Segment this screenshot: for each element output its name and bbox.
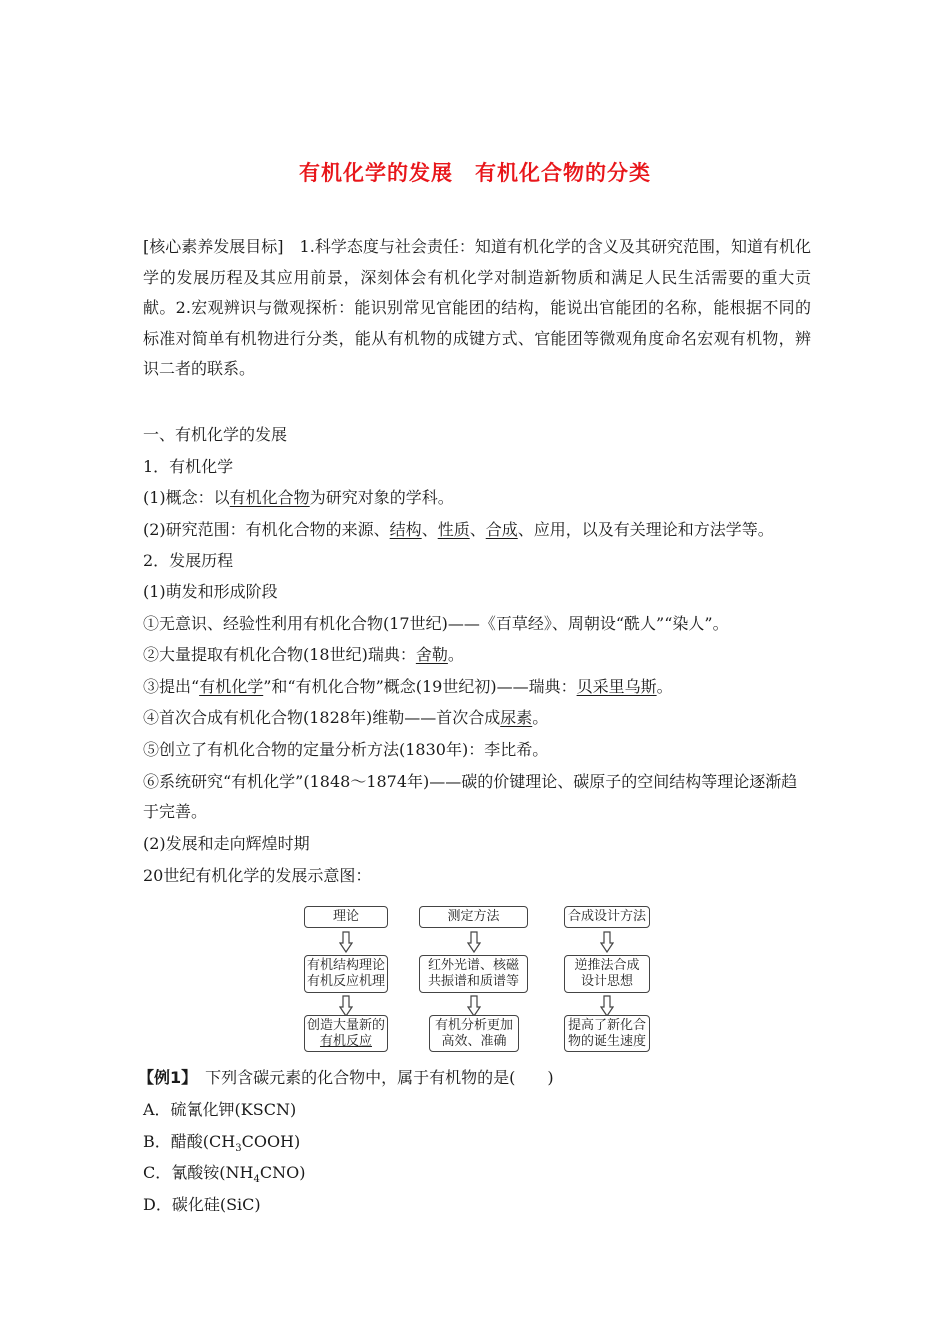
blank-answer: 贝采里乌斯 (576, 677, 657, 696)
box-text: 高效、准确 (441, 1033, 507, 1049)
diagram-box-theory (304, 906, 388, 928)
box-text: 有机反应机理 (306, 974, 385, 989)
option-text: C．氰酸铵(NH (143, 1163, 254, 1182)
diagram-box-new-reactions (304, 1015, 388, 1052)
diagram-box-methods (419, 906, 528, 928)
down-arrow-icon (600, 995, 614, 1017)
blank-answer: 合成 (485, 520, 518, 539)
subscript: 3 (235, 1143, 242, 1155)
item-text: ②大量提取有机化合物(18世纪)瑞典： (143, 645, 416, 664)
box-text: 物的诞生速度 (567, 1033, 646, 1049)
scope-sep: 、 (469, 520, 486, 539)
box-text: 提高了新化合 (567, 1017, 646, 1033)
concept-line (143, 488, 454, 508)
concept-text: (1)概念：以 (143, 488, 230, 507)
item-text: ④首次合成有机化合物(1828年)维勒——首次合成 (143, 708, 501, 727)
diagram-box-structure-theory (304, 955, 388, 993)
diagram-box-analysis (429, 1015, 519, 1052)
history-item-6: ⑥系统研究“有机化学”(1848～1874年)——碳的价键理论、碳原子的空间结构等理论逐渐趋于完善。 (143, 772, 798, 821)
blank-answer: 结构 (389, 520, 422, 539)
option-text: D．碳化硅(SiC) (143, 1195, 261, 1214)
item-text: ③提出“ (143, 677, 200, 696)
option-text-end: CNO) (259, 1163, 306, 1182)
option-a[interactable] (143, 1100, 296, 1120)
item-text-end: 。 (532, 708, 549, 727)
down-arrow-icon (467, 931, 481, 953)
box-text: 有机结构理论 (306, 958, 385, 973)
box-text: 共振谱和质谱等 (427, 974, 519, 989)
example-question (138, 1068, 554, 1088)
box-text: 创造大量新的 (306, 1017, 385, 1033)
blank-answer: 有机化学 (199, 677, 264, 696)
down-arrow-icon (600, 931, 614, 953)
core-goals-label: [核心素养发展目标] (143, 237, 284, 256)
blank-answer: 性质 (437, 520, 470, 539)
box-text: 有机分析更加 (434, 1017, 513, 1033)
box-text: 合成设计方法 (567, 909, 646, 924)
option-text: A．硫氰化钾(KSCN) (143, 1100, 297, 1119)
history-item-1: ①无意识、经验性利用有机化合物(17世纪)——《百草经》、周朝设“酰人”“染人”。 (143, 614, 729, 633)
subheading-history: 2．发展历程 (143, 551, 234, 570)
scope-sep: 、 (421, 520, 438, 539)
diagram-box-spectra (419, 955, 528, 993)
down-arrow-icon (339, 931, 353, 953)
core-goals-paragraph (143, 232, 811, 385)
history-item-4 (143, 708, 548, 728)
box-text: 红外光谱、核磁 (427, 958, 519, 973)
question-text: 下列含碳元素的化合物中，属于有机物的是( ) (189, 1068, 554, 1087)
blank-answer: 有机化合物 (229, 488, 310, 507)
box-text: 测定方法 (447, 909, 500, 924)
scope-text: (2)研究范围：有机化合物的来源、 (143, 520, 390, 539)
option-d[interactable] (143, 1195, 261, 1215)
option-c[interactable] (143, 1163, 305, 1190)
option-b[interactable] (143, 1132, 300, 1159)
blank-answer: 舍勒 (415, 645, 448, 664)
box-text: 理论 (332, 909, 359, 924)
item-text-end: 。 (656, 677, 673, 696)
example-tag: 【例1】 (138, 1068, 190, 1087)
subscript: 4 (253, 1174, 260, 1186)
subheading-organic-chemistry: 1．有机化学 (143, 457, 234, 476)
down-arrow-icon (339, 995, 353, 1017)
history-item-5: ⑤创立了有机化合物的定量分析方法(1830年)：李比希。 (143, 740, 549, 759)
development-diagram (302, 904, 652, 1054)
item-text-mid: ”和“有机化合物”概念(19世纪初)——瑞典： (263, 677, 577, 696)
history-item-3 (143, 677, 673, 697)
diagram-box-retrosynthesis (564, 955, 650, 993)
box-text: 设计思想 (580, 974, 633, 989)
stage-heading-1: (1)萌发和形成阶段 (143, 582, 278, 601)
blank-answer: 尿素 (500, 708, 533, 727)
scope-text-end: 、应用，以及有关理论和方法学等。 (517, 520, 774, 539)
option-text: B．醋酸(CH (143, 1132, 236, 1151)
stage-heading-2: (2)发展和走向辉煌时期 (143, 834, 310, 853)
box-text: 逆推法合成 (574, 958, 640, 973)
down-arrow-icon (467, 995, 481, 1017)
option-text-end: COOH) (241, 1132, 301, 1151)
item-text-end: 。 (447, 645, 464, 664)
box-text: 有机反应 (319, 1033, 372, 1049)
diagram-caption: 20世纪有机化学的发展示意图： (143, 866, 372, 885)
page-title: 有机化学的发展 有机化合物的分类 (299, 161, 651, 185)
scope-line (143, 520, 774, 540)
diagram-box-synthesis-design (564, 906, 650, 928)
core-goals-text: 1.科学态度与社会责任：知道有机化学的含义及其研究范围，知道有机化学的发展历程及其应用前景，深刻体会有机化学对制造新物质和满足人民生活需要的重大贡献。2.宏观辨识与微观探析：能识别常见官能团的结构，能说出官能团的名称，能根据不同的标准对简单有机物进行分类，能从有机物的成键方式、官能团等微观角度命名宏观有机物，辨识二者的联系。 (143, 237, 811, 379)
history-item-2 (143, 645, 464, 665)
diagram-box-faster-discovery (564, 1015, 650, 1052)
section-heading: 一、有机化学的发展 (143, 425, 288, 444)
concept-text-end: 为研究对象的学科。 (309, 488, 454, 507)
